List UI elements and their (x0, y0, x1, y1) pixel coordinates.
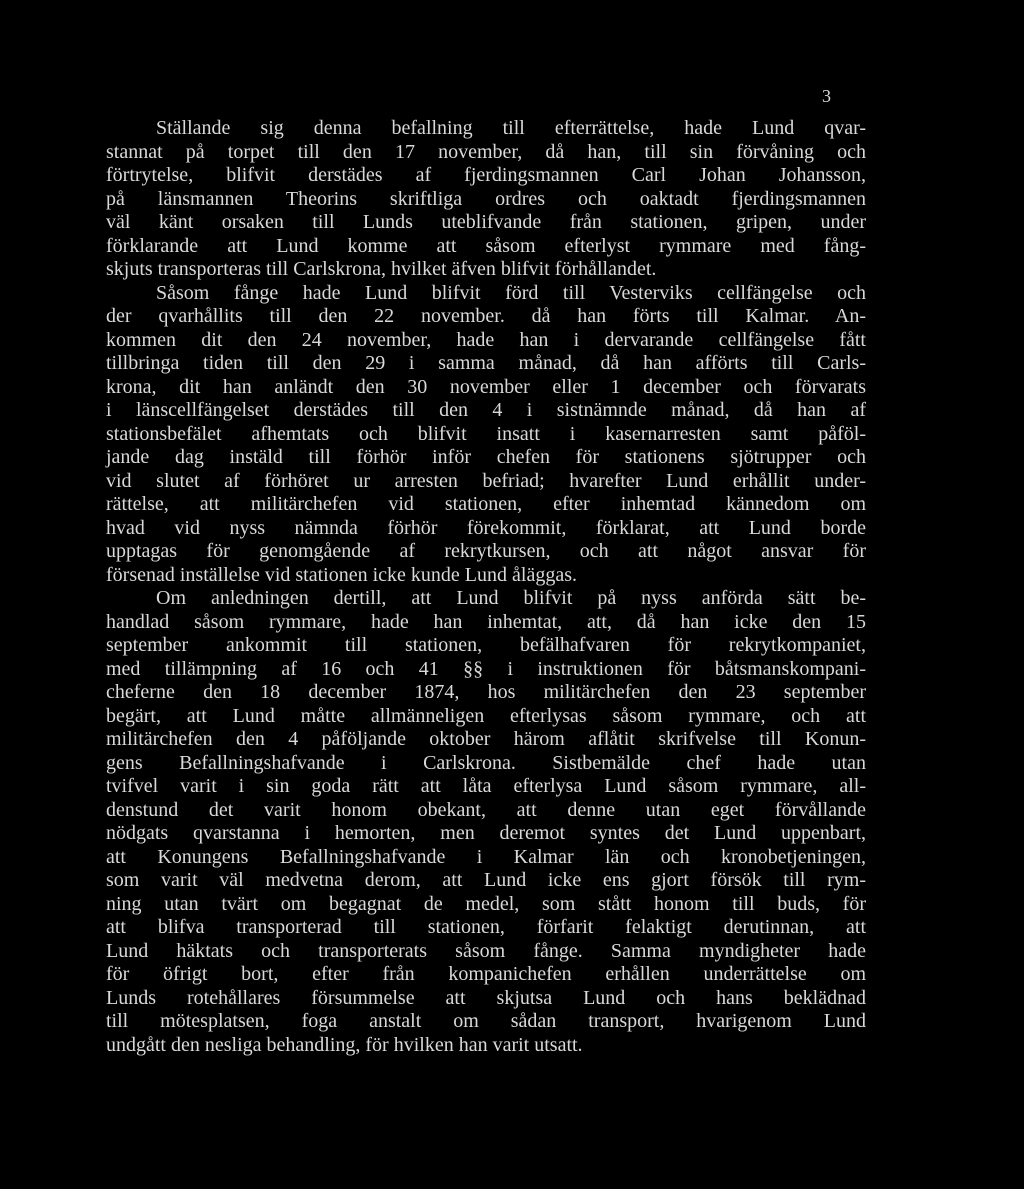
body-text (106, 117, 866, 1057)
text-line: försenad inställelse vid stationen icke kunde Lund åläggas. (106, 563, 577, 586)
text-line: väl känt orsaken till Lunds uteblifvande från stationen, gripen, under (106, 211, 866, 233)
text-line: stationsbefälet afhemtats och blifvit insatt i kasernarresten samt påföl- (106, 422, 866, 445)
text-line: tvifvel varit i sin goda rätt att låta efterlysa Lund såsom rymmare, all- (106, 775, 866, 797)
text-line: denstund det varit honom obekant, att denne utan eget förvållande (106, 798, 866, 821)
text-line: krona, dit han anländt den 30 november eller 1 december och förvarats (106, 375, 866, 398)
text-line: i länscellfängelset derstädes till den 4 i sistnämnde månad, då han af (106, 399, 866, 421)
text-line: för öfrigt bort, efter från kompanichefen erhållen underrättelse om (106, 963, 866, 985)
text-line: upptagas för genomgående af rekrytkursen, och att något ansvar för (106, 540, 866, 562)
text-line: Ställande sig denna befallning till efterrättelse, hade Lund qvar- (156, 117, 866, 139)
text-line: gens Befallningshafvande i Carlskrona. Sistbemälde chef hade utan (106, 751, 866, 774)
text-line: skjuts transporteras till Carlskrona, hvilket äfven blifvit förhållandet. (106, 258, 657, 280)
text-line: att Konungens Befallningshafvande i Kalmar län och kronobetjeningen, (106, 845, 866, 868)
text-line: Om anledningen dertill, att Lund blifvit på nyss anförda sätt be- (156, 587, 866, 609)
text-line: begärt, att Lund måtte allmänneligen efterlysas såsom rymmare, och att (106, 704, 866, 727)
text-line: på länsmannen Theorins skriftliga ordres och oaktadt fjerdingsmannen (106, 187, 866, 210)
text-line: förtrytelse, blifvit derstädes af fjerdingsmannen Carl Johan Johansson, (106, 164, 866, 186)
text-line: tillbringa tiden till den 29 i samma månad, då han afförts till Carls- (106, 352, 866, 374)
text-line: nödgats qvarstanna i hemorten, men deremot syntes det Lund uppenbart, (106, 822, 866, 844)
text-line: Lunds rotehållares försummelse att skjutsa Lund och hans beklädnad (106, 986, 866, 1009)
text-line: september ankommit till stationen, befälhafvaren för rekrytkompaniet, (106, 634, 866, 656)
text-line: Lund häktats och transporterats såsom fånge. Samma myndigheter hade (106, 939, 866, 962)
text-line: kommen dit den 24 november, hade han i dervarande cellfängelse fått (106, 328, 866, 351)
text-line: förklarande att Lund komme att såsom efterlyst rymmare med fång- (106, 234, 866, 257)
text-line: der qvarhållits till den 22 november. då han förts till Kalmar. An- (106, 305, 866, 327)
text-line: med tillämpning af 16 och 41 §§ i instruktionen för båtsmanskompani- (106, 657, 866, 680)
text-line: Såsom fånge hade Lund blifvit förd till Vesterviks cellfängelse och (156, 281, 866, 304)
text-line: handlad såsom rymmare, hade han inhemtat, att, då han icke den 15 (106, 610, 866, 633)
text-line: rättelse, att militärchefen vid stationen, efter inhemtad kännedom om (106, 493, 866, 515)
text-line: hvad vid nyss nämnda förhör förekommit, förklarat, att Lund borde (106, 516, 866, 539)
text-line: jande dag instäld till förhör inför chefen för stationens sjötrupper och (106, 446, 866, 468)
text-line: cheferne den 18 december 1874, hos militärchefen den 23 september (106, 681, 866, 703)
text-line: undgått den nesliga behandling, för hvilken han varit utsatt. (106, 1033, 583, 1056)
text-line: att blifva transporterad till stationen, förfarit felaktigt derutinnan, att (106, 916, 866, 938)
text-line: som varit väl medvetna derom, att Lund icke ens gjort försök till rym- (106, 869, 866, 891)
text-line: ning utan tvärt om begagnat de medel, som stått honom till buds, för (106, 892, 866, 915)
text-line: till mötesplatsen, foga anstalt om sådan transport, hvarigenom Lund (106, 1010, 866, 1032)
text-line: vid slutet af förhöret ur arresten befriad; hvarefter Lund erhållit under- (106, 469, 866, 492)
page-number: 3 (822, 86, 832, 106)
text-line: militärchefen den 4 påföljande oktober härom aflåtit skrifvelse till Konun- (106, 728, 866, 750)
text-line: stannat på torpet till den 17 november, då han, till sin förvåning och (106, 140, 866, 163)
